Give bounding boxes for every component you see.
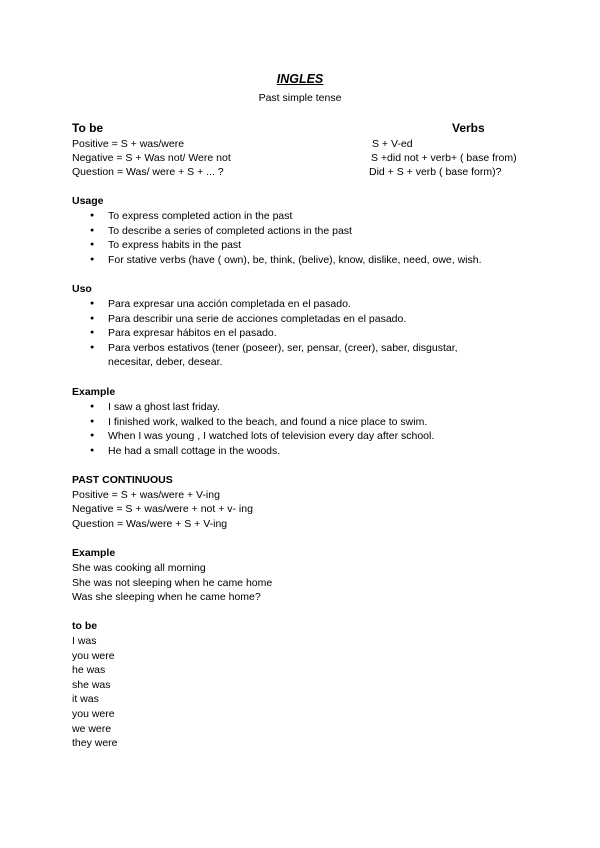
- to-be-question: Question = Was/ were + S + ... ?: [72, 166, 224, 178]
- to-be-positive: Positive = S + was/were: [72, 138, 185, 150]
- list-item: it was: [72, 693, 99, 706]
- usage-list: [90, 209, 482, 267]
- list-item-line: necesitar, deber, desear.: [108, 356, 223, 369]
- example-heading: Example: [72, 386, 116, 398]
- uso-heading: Uso: [72, 283, 92, 295]
- verbs-negative: S +did not + verb+ ( base from): [371, 152, 517, 164]
- usage-heading: Usage: [72, 195, 104, 207]
- verbs-positive: S + V-ed: [372, 138, 413, 150]
- list-item: you were: [72, 707, 115, 720]
- list-item: she was: [72, 678, 111, 691]
- example-heading-2: Example: [72, 547, 116, 559]
- page-title: INGLES: [276, 72, 324, 86]
- list-item: She was cooking all morning: [72, 562, 206, 574]
- example-list: [90, 400, 434, 458]
- list-item: ● I finished work, walked to the beach, and found a nice place to swim.: [90, 415, 434, 430]
- list-item: She was not sleeping when he came home: [72, 576, 273, 589]
- list-item: they were: [72, 737, 118, 750]
- past-continuous-heading: PAST CONTINUOUS: [72, 474, 173, 486]
- verbs-question: Did + S + verb ( base form)?: [369, 166, 502, 178]
- list-item: ● Para describir una serie de acciones completadas en el pasado.: [90, 312, 458, 327]
- list-item: ● When I was young , I watched lots of television every day after school.: [90, 429, 434, 444]
- list-item: ● He had a small cottage in the woods.: [90, 444, 434, 459]
- example-lines: [72, 561, 272, 605]
- list-item-line: Para verbos estativos (tener (poseer), ser, pensar, (creer), saber, disgustar,: [108, 341, 458, 354]
- uso-list: [90, 297, 458, 370]
- past-continuous-negative: Negative = S + was/were + not + v- ing: [72, 503, 253, 515]
- list-item: he was: [72, 664, 106, 677]
- verbs-heading: Verbs: [452, 121, 485, 135]
- list-item: ● Para expresar una acción completada en el pasado.: [90, 297, 458, 312]
- list-item: ● Para expresar hábitos en el pasado.: [90, 326, 458, 341]
- list-item: I was: [72, 635, 97, 647]
- list-item: [90, 341, 458, 370]
- to-be-heading: To be: [72, 121, 104, 135]
- list-item: you were: [72, 649, 115, 662]
- past-continuous-positive: Positive = S + was/were + V-ing: [72, 489, 220, 501]
- list-item: ● To express completed action in the past: [90, 209, 482, 224]
- list-item: ● To describe a series of completed actions in the past: [90, 224, 482, 239]
- conjugation-list: [72, 634, 118, 751]
- conjugation-heading: to be: [72, 620, 98, 632]
- list-item: ● I saw a ghost last friday.: [90, 400, 434, 415]
- list-item: we were: [72, 722, 112, 735]
- list-item: Was she sleeping when he came home?: [72, 591, 261, 604]
- list-item: ● To express habits in the past: [90, 238, 482, 253]
- list-item: ● For stative verbs (have ( own), be, think, (belive), know, dislike, need, owe, wish.: [90, 253, 482, 268]
- past-continuous-question: Question = Was/were + S + V-ing: [72, 518, 228, 530]
- to-be-negative: Negative = S + Was not/ Were not: [72, 152, 231, 164]
- page-subtitle: Past simple tense: [258, 92, 342, 104]
